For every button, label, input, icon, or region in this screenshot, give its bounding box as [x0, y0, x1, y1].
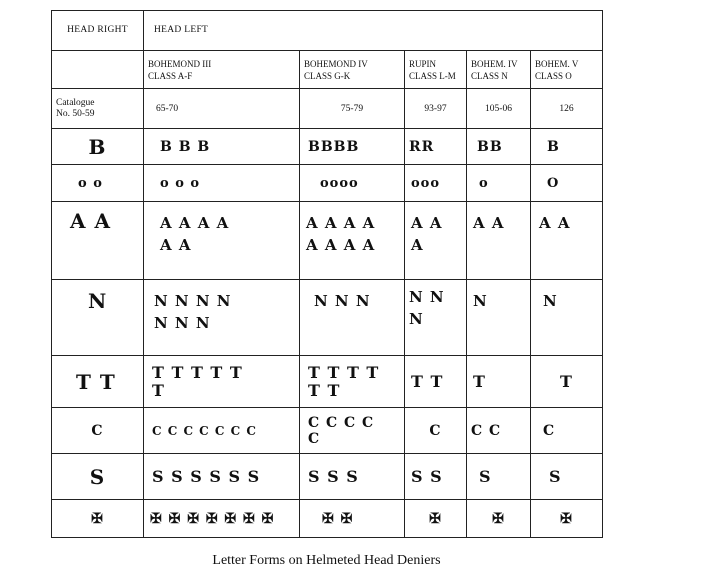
catalogue-row: [52, 89, 603, 129]
letter-form-cell: T: [467, 356, 531, 408]
letter-form-cell: o o o: [144, 165, 300, 202]
letter-form-cell: N: [531, 280, 603, 356]
letter-form-head-right: T T: [52, 356, 144, 408]
letter-row-b: [52, 129, 603, 165]
letter-forms-table: [51, 10, 603, 538]
catalogue-number: 105-06: [467, 89, 531, 129]
letter-form-cell: T T T T T T: [300, 356, 405, 408]
catalogue-label: Catalogue No. 50-59: [52, 89, 144, 129]
letter-form-cell: BBBB: [300, 129, 405, 165]
letter-form-cell: T T: [405, 356, 467, 408]
letter-row-o: [52, 165, 603, 202]
letter-form-cell: o: [467, 165, 531, 202]
header-row-top: [52, 11, 603, 51]
letter-row-s: [52, 454, 603, 500]
blank-header-cell: [52, 51, 144, 89]
column-header-bohem-v: [531, 51, 603, 89]
letter-form-cell: S S S S S S: [144, 454, 300, 500]
cross-icon: ✠: [52, 500, 144, 538]
header-row-columns: [52, 51, 603, 89]
letter-form-cell: A A A A A A: [144, 202, 300, 280]
letter-form-head-right: N: [52, 280, 144, 356]
letter-form-cell: C: [405, 408, 467, 454]
column-name: BOHEMOND IV: [304, 58, 368, 69]
letter-form-cell: T T T T T T: [144, 356, 300, 408]
column-name: BOHEMOND III: [148, 58, 212, 69]
column-name: BOHEM. V: [535, 58, 579, 69]
letter-form-cell: B B B: [144, 129, 300, 165]
letter-form-cell: N N N: [405, 280, 467, 356]
letter-forms-table-sheet: [51, 10, 602, 538]
letter-row-t: [52, 356, 603, 408]
figure-caption: Letter Forms on Helmeted Head Deniers: [212, 553, 441, 568]
catalogue-number: 65-70: [144, 89, 300, 129]
letter-form-cell: ooo: [405, 165, 467, 202]
column-header-rupin: [405, 51, 467, 89]
letter-form-cell: C C: [467, 408, 531, 454]
letter-form-cell: C C C C C C C: [144, 408, 300, 454]
letter-form-cell: C C C C C: [300, 408, 405, 454]
column-name: RUPIN: [409, 58, 437, 69]
column-header-bohemond-iii: [144, 51, 300, 89]
cross-icon: ✠ ✠: [300, 500, 405, 538]
column-header-bohemond-iv: [300, 51, 405, 89]
letter-form-cell: S S: [405, 454, 467, 500]
letter-form-cell: S: [467, 454, 531, 500]
letter-form-head-right: A A: [52, 202, 144, 280]
letter-row-n: [52, 280, 603, 356]
cross-icon: ✠: [531, 500, 603, 538]
column-class: CLASS G-K: [304, 70, 351, 81]
letter-form-cell: A A: [531, 202, 603, 280]
cross-icon: ✠: [467, 500, 531, 538]
letter-form-cell: N N N: [300, 280, 405, 356]
letter-form-cell: S: [531, 454, 603, 500]
catalogue-number: 93-97: [405, 89, 467, 129]
catalogue-number: 75-79: [300, 89, 405, 129]
letter-form-cell: oooo: [300, 165, 405, 202]
letter-form-cell: A A A: [405, 202, 467, 280]
letter-form-cell: N: [467, 280, 531, 356]
cross-icon: ✠ ✠ ✠ ✠ ✠ ✠ ✠: [144, 500, 300, 538]
column-class: CLASS L-M: [409, 70, 456, 81]
letter-row-cross: [52, 500, 603, 538]
letter-form-head-right: o o: [52, 165, 144, 202]
letter-form-cell: A A A A A A A A: [300, 202, 405, 280]
letter-form-head-right: B: [52, 129, 144, 165]
column-class: CLASS A-F: [148, 70, 193, 81]
letter-row-c: [52, 408, 603, 454]
letter-form-cell: S S S: [300, 454, 405, 500]
column-name: BOHEM. IV: [471, 58, 518, 69]
letter-form-cell: O: [531, 165, 603, 202]
letter-form-cell: A A: [467, 202, 531, 280]
letter-form-cell: T: [531, 356, 603, 408]
letter-row-a: [52, 202, 603, 280]
column-header-bohem-iv: [467, 51, 531, 89]
catalogue-number: 126: [531, 89, 603, 129]
letter-form-cell: BB: [467, 129, 531, 165]
head-right-header: HEAD RIGHT: [52, 11, 144, 51]
letter-form-cell: B: [531, 129, 603, 165]
letter-form-head-right: C: [52, 408, 144, 454]
letter-form-cell: N N N N N N N: [144, 280, 300, 356]
letter-form-head-right: S: [52, 454, 144, 500]
column-class: CLASS O: [535, 70, 572, 81]
column-class: CLASS N: [471, 70, 508, 81]
cross-icon: ✠: [405, 500, 467, 538]
letter-form-cell: C: [531, 408, 603, 454]
head-left-header: HEAD LEFT: [144, 11, 603, 51]
letter-form-cell: RR: [405, 129, 467, 165]
